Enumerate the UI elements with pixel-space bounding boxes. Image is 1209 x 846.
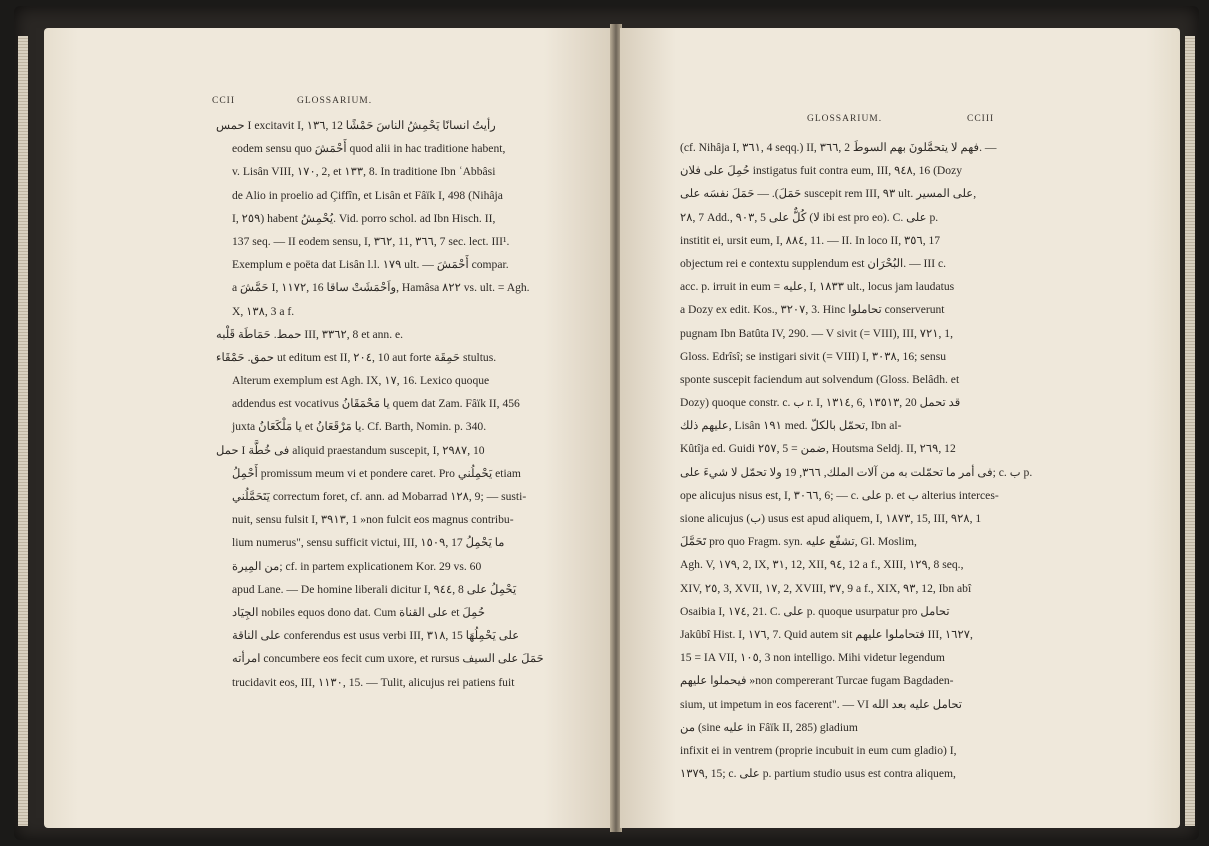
right-page xyxy=(620,28,1180,828)
text-line: حمس I excitavit I, ١٣٦, 12 رأيتُ انسانًا يَحْمِشُ الناسَ حَمْشًا xyxy=(216,119,496,132)
text-line: XIV, ٢٥, 3, XVII, ١٧, 2, XVIII, ٣٧, 9 a f., XIX, ٩٣, 12, Ibn abî xyxy=(680,581,972,595)
text-line: Osaibia I, ١٧٤, 21. C. على p. quoque usurpatur pro تحامل xyxy=(680,604,950,618)
text-line: الجِيَاد nobiles equos dono dat. Cum على القناة et حُمِلَ xyxy=(232,605,486,619)
text-line: Gloss. Edrîsî; se instigari sivit (= VIII) I, ٣٠٣٨, 16; sensu xyxy=(680,349,947,363)
text-line: حَمَلَ). — حَمَلَ نفسَه على suscepit rem III, ٩٣ ult. على المسير, xyxy=(680,187,977,201)
text-line: lium numerus", sensu sufficit victui, III, ١٥٠٩, 17 ما يَحْمِلُ xyxy=(232,536,505,550)
text-line: a Dozy ex edit. Kos., ٣٢٠٧, 3. Hinc تحاملوا conserverunt xyxy=(680,303,945,317)
text-line: عليهم ذلك, Lisân ١٩١ med. تحمّل بالكلّ, Ibn al- xyxy=(680,419,902,433)
text-column xyxy=(216,114,554,694)
text-line: Dozy) quoque constr. c. ب r. I, ١٣١٤, 6, ١٣٥١٣, 20 قد تحمل xyxy=(680,396,961,410)
page-edges-left xyxy=(18,36,28,826)
text-line: حمل I فى خُطَّة aliquid praestandum suscepit, I, ٢٩٨٧, 10 xyxy=(216,443,485,457)
text-line: ٢٨, 7 Add., ٩٠٣, 5 كُلٌّ على (لا ibi est pro eo). C. على p. xyxy=(680,210,939,224)
text-line: يَتَحَمَّلُني correctum foret, cf. ann. ad Mobarrad ١٢٨, 9; — susti- xyxy=(232,490,527,503)
text-line: de Alio in proelio ad Çiffîn, et Lisân et Fâïk I, 498 (Nihâja xyxy=(232,188,503,202)
text-line: pugnam Ibn Batûta IV, 290. — V sivit (= VIII), III, ٧٢١, 1, xyxy=(680,326,953,340)
page-number: CCIII xyxy=(967,114,995,124)
text-line: a حَمَّشَ I, ١١٧٢, 16 واَحْمَشَتْ ساقا, Hamâsa ٨٢٢ vs. ult. = Agh. xyxy=(232,281,530,295)
text-line: v. Lisân VIII, ١٧٠, 2, et ١٣٣, 8. In traditione Ibn ʿAbbâsi xyxy=(232,165,496,179)
text-line: فيحملوا عليهم »non compererant Turcae fugam Bagdaden- xyxy=(680,674,954,688)
text-line: ope alicujus nisus est, I, ٣٠٦٦, 6; — c. على p. et ب alterius interces- xyxy=(680,488,999,502)
text-line: Jakûbî Hist. I, ١٧٦, 7. Quid autem sit فتحاملوا عليهم III, ١٦٢٧, xyxy=(680,627,973,641)
text-line: nuit, sensu fulsit I, ٣٩١٣, 1 »non fulcit eos magnus contribu- xyxy=(232,513,514,527)
text-line: sponte suscepit faciendum aut solvendum (Gloss. Belâdh. et xyxy=(680,372,960,386)
text-line: infixit ei in ventrem (proprie incubuit in eum cum gladio) I, xyxy=(680,743,957,757)
text-line: objectum rei e contextu supplendum est البُحْرَان. — III c. xyxy=(680,256,947,270)
text-line: حُمِلَ على فلان instigatus fuit contra eum, III, ٩٤٨, 16 (Dozy xyxy=(680,164,963,178)
text-line: (cf. Nihâja I, ٣٦١, 4 seqq.) II, ٣٦٦, 2 فهم لا يتحمَّلونَ بهم السوطَ. — xyxy=(680,141,997,154)
text-line: Exemplum e poëta dat Lisân l.l. ١٧٩ ult. — أَحْمَشَ compar. xyxy=(232,258,509,272)
running-head: GLOSSARIUM. xyxy=(297,96,373,106)
text-line: Kûtîja ed. Guidi ٢٥٧, 5 = ضمن, Houtsma Seldj. II, ٢٦٩, 12 xyxy=(680,442,956,456)
text-line: sione alicujus (ب) usus est apud aliquem, I, ١٨٧٣, 15, III, ٩٢٨, 1 xyxy=(680,512,982,525)
text-line: apud Lane. — De homine liberali dicitur I, ٩٤٤, 8 يَحْمِلُ على xyxy=(232,582,517,596)
left-page xyxy=(44,28,612,828)
text-line: 15 = IA VII, ١٠٥, 3 non intelligo. Mihi videtur legendum xyxy=(680,651,945,665)
text-column xyxy=(680,136,1040,785)
running-head: GLOSSARIUM. xyxy=(807,114,883,124)
text-line: من (sine عليه in Fâïk II, 285) gladium xyxy=(680,720,858,734)
text-line: حمق. حَمْقَاء ut editum est II, ٢٠٤, 10 aut forte حَمِقَة stultus. xyxy=(216,350,497,364)
text-line: من المِيرة; cf. in partem explicationem Kor. 29 vs. 60 xyxy=(232,559,482,573)
text-line: Agh. V, ١٧٩, 2, IX, ٣١, 12, XII, ٩٤, 12 a f., XIII, ١٢٩, 8 seq., xyxy=(680,558,964,572)
text-line: juxta يا مَلْكَعَانُ et يا مَرْقَعَانُ. Cf. Barth, Nomin. p. 340. xyxy=(232,420,487,434)
page-number: CCII xyxy=(212,96,235,106)
text-line: trucidavit eos, III, ١١٣٠, 15. — Tulit, alicujus rei patiens fuit xyxy=(232,675,515,689)
text-line: امرأته concumbere eos fecit cum uxore, et rursus حَمَلَ على السيف xyxy=(232,652,544,666)
text-line: تَحَمَّلَ pro quo Fragm. syn. تشفّع عليه, Gl. Moslim, xyxy=(680,535,917,549)
text-line: addendus est vocativus يا مَحْمَقَانُ quem dat Zam. Fâïk II, 456 xyxy=(232,397,520,411)
open-book xyxy=(14,6,1199,840)
text-line: ١٣٧٩, 15; c. على p. partium studio usus est contra aliquem, xyxy=(680,767,956,781)
text-line: acc. p. irruit in eum = عليه, I, ١٨٣٣ ult., locus jam laudatus xyxy=(680,280,955,294)
text-line: أَحْمِلُ promissum meum vi et pondere caret. Pro يَحْمِلُني etiam xyxy=(232,466,521,480)
text-line: 137 seq. — II eodem sensu, I, ٣٦٢, 11, ٣٦٦, 7 sec. lect. III¹. xyxy=(232,234,510,248)
text-line: institit ei, ursit eum, I, ٨٨٤, 11. — II. In loco II, ٣٥٦, 17 xyxy=(680,233,941,247)
text-line: على الناقة conferendus est usus verbi III, ٣١٨, 15 على يَحْمِلُهَا xyxy=(232,629,520,643)
text-line: X, ١٣٨, 3 a f. xyxy=(232,304,295,318)
text-line: eodem sensu quo أَحْمَشَ quod alii in hac traditione habent, xyxy=(232,142,506,156)
text-line: Alterum exemplum est Agh. IX, ١٧, 16. Lexico quoque xyxy=(232,374,490,388)
text-line: I, ٢٥٩) habent يُحْمِشُ. Vid. porro schol. ad Ibn Hisch. II, xyxy=(232,211,496,225)
page-edges-right xyxy=(1185,36,1195,826)
text-line: حمط. حَمَاطَة قَلْبه III, ٣٣٦٢, 8 et ann. e. xyxy=(216,327,404,341)
text-line: sium, ut impetum in eos facerent". — VI تحامل عليه بعد الله xyxy=(680,697,963,711)
text-line: فى أمر ما تحمّلت به من آلات الملك, ٣٦٦, 19 ولا تحمّل لا شيءَ على; c. ب p. xyxy=(680,465,1033,479)
